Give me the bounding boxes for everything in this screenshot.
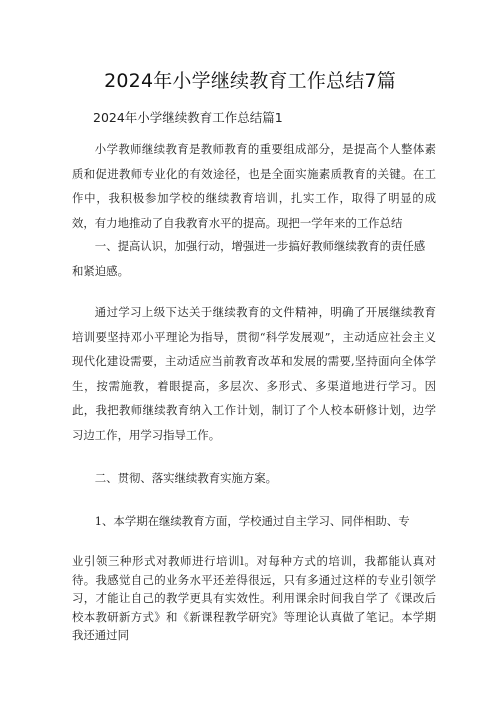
heading-one: 一、提高认识，加强行动，增强进一步搞好教师继续教育的责任感和紧迫感。 (72, 239, 426, 278)
document-title: 2024年小学继续教育工作总结7篇 (104, 70, 396, 92)
heading-two: 二、贯彻、落实继续教育实施方案。 (94, 471, 278, 485)
section-subtitle: 2024年小学继续教育工作总结篇1 (93, 110, 283, 125)
paragraph-study: 通过学习上级下达关于继续教育的文件精神，明确了开展继续教育培训要坚持邓小平理论为指导，贯彻“科学发展观”，主动适应社会主义现代化建设需要，主动适应当前教育改革和发展的需要,坚持面向全体学生，按需施教，着眼提高，多层次、多形式、多渠道地进行学习。因此，我把教师继续教育纳入工作计划，制订了个人校本研修计划，边学习边工作，用学习指导工作。 (72, 305, 436, 442)
paragraph-intro: 小学教师继续教育是教师教育的重要组成部分，是提高个人整体素质和促进教师专业化的有效途径，也是全面实施素质教育的关键。在工作中，我积极参加学校的继续教育培训，扎实工作，取得了明显的成效，有力地推动了自我教育水平的提高。现把一学年来的工作总结 (72, 142, 436, 230)
heading-three: 1、本学期在继续教育方面，学校通过自主学习、同伴相助、专 (94, 514, 410, 528)
paragraph-training: 业引领三种形式对教师进行培训l。对每种方式的培训，我都能认真对待。我感觉自己的业务水平还差得很远，只有多通过这样的专业引领学习，才能让自己的教学更具有实效性。利用课余时间我自学了《课改后校本教研新方式》和《新课程教学研究》等理论认真做了笔记。本学期我还通过同 (72, 554, 436, 642)
